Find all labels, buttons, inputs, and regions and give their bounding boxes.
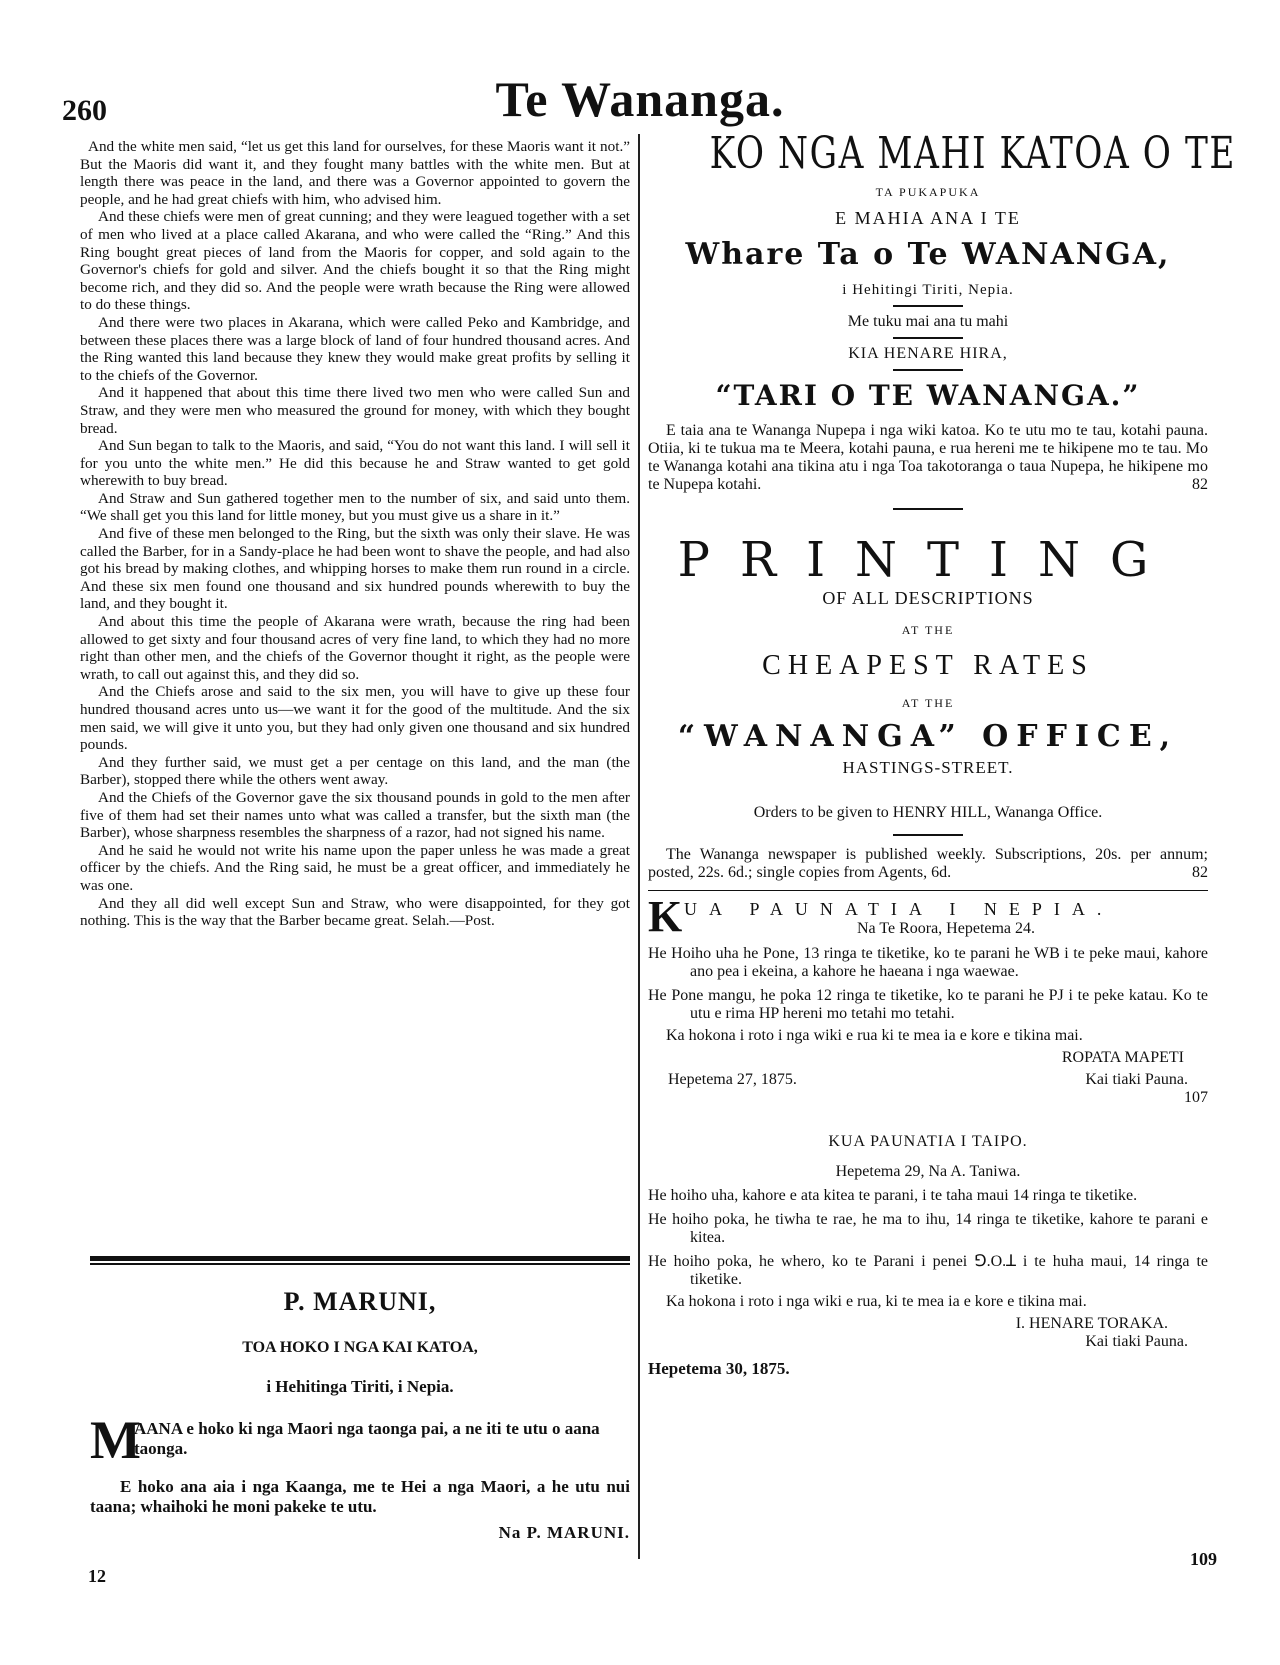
story-paragraph: And five of these men belonged to the Ring, but the sixth was only their slave. He was called the Barber, for in a Sandy-place he had been wont to shave the people, and had also got his bread by making clothes, and whipping horses to make them run round in a circle. And these six men found one thousand and six hundred pounds wherewith to buy the land, and they bought it. (80, 525, 630, 613)
maruni-dropcap: M (90, 1410, 141, 1470)
story-paragraph: And these chiefs were men of great cunning; and they were leagued together with a set of men who lived at a place called Akarana, and who were called the “Ring.” And this Ring bought great pieces of land from the Maoris for copper, and sold again to the Governor's chiefs for gold and silver. And the chiefs bought it so that the Ring might become rich, and they did so. And the people were wrath because the Ring were allowed to do these things. (80, 208, 630, 314)
notice-taipo-item: He hoiho poka, he tiwha te rae, he ma to ihu, 14 ringa te tiketike, kahore te parani e kitea. (648, 1211, 1208, 1246)
notice-nepia-dropcap: K (648, 892, 683, 941)
printing-orders: Orders to be given to HENRY HILL, Wananga Office. (753, 804, 1103, 821)
printing-ad-paragraph-number: 82 (1192, 476, 1208, 493)
notice-nepia-item: He Pone mangu, he poka 12 ringa te tiketike, ko te parani he PJ i te peke katau. Ko te utu e rima HP hereni mo tetahi mo tetahi. (648, 987, 1208, 1022)
notice-taipo-subtitle: Hepetema 29, Na A. Taniwa. (835, 1163, 1021, 1180)
notice-taipo-signer: I. HENARE TORAKA. (1015, 1315, 1168, 1332)
printing-at-the-1: AT THE (901, 623, 955, 637)
story-paragraph: And they further said, we must get a per centage on this land, and the man (the Barber), stopped there while the others went away. (80, 753, 630, 789)
printing-ad-paragraph: E taia ana te Wananga Nupepa i nga wiki katoa. Ko te utu mo te tau, kotahi pauna. Otiia, ki te tukua ma te Meera, kotahi pauna, e rua hereni me te hikipene mo te tau. Mo te Wananga kotahi ana tikina atu i nga Toa takotoranga o taua Nupepa, he hikipene mo te Nupepa kotahi. (648, 422, 1208, 493)
printing-ad-line1: TA PUKAPUKA (875, 185, 981, 199)
notice-nepia-role: Kai tiaki Pauna. (1085, 1071, 1188, 1088)
notice-nepia-header (648, 892, 1208, 941)
printing-ad-line5: Me tuku mai ana tu mahi (847, 313, 1009, 330)
footer-left-number: 12 (88, 1566, 106, 1586)
printing-at-the-2: AT THE (901, 696, 955, 710)
story-paragraph: And he said he would not write his name upon the paper unless he was made a great officer by the chiefs. And the Ring said, he must be a great officer, and immediately he was one. (80, 841, 630, 894)
story-paragraph: And there were two places in Akarana, which were called Peko and Kambridge, and between these places there was a large block of land of four hundred thousand acres. And the Ring wanted this land because they knew they would make great profits by selling it to the chiefs of the Governor. (80, 313, 630, 384)
story-paragraph: And they all did well except Sun and Straw, who were disappointed, for they got nothing. This is the way that the Barber became great. Selah.—Post. (80, 894, 630, 930)
page-number: 260 (62, 94, 107, 127)
printing-ad-line2: E MAHIA ANA I TE (835, 208, 1021, 228)
maruni-body: E hoko ana aia i nga Kaanga, me te Hei a nga Maori, a he utu nui taana; whaihoki he moni pakeke te utu. (90, 1477, 630, 1516)
notice-nepia-subtitle: Na Te Roora, Hepetema 24. (856, 920, 1036, 937)
notice-taipo-item: He hoiho poka, he whero, ko te Parani i penei ꓨ.O.ꓕ i te huha maui, 14 ringa te tiketike. (648, 1253, 1208, 1288)
story-paragraph: And Sun began to talk to the Maoris, and said, “You do not want this land. I will sell it for you unto the white men.” He did this because he and Straw wanted to get gold wherewith to buy bread. (80, 437, 630, 490)
notice-nepia-signer: ROPATA MAPETI (1061, 1049, 1184, 1066)
maruni-advertisement (90, 1275, 630, 1543)
maruni-subtitle: TOA HOKO I NGA KAI KATOA, (242, 1339, 478, 1356)
right-column (648, 128, 1237, 1379)
maruni-lead-text: AANA e hoko ki nga Maori nga taonga pai, a ne iti te utu o aana taonga. (134, 1419, 600, 1458)
subscription-paragraph: The Wananga newspaper is published weekly. Subscriptions, 20s. per annum; posted, 22s. 6d.; single copies from Agents, 6d. (648, 846, 1208, 881)
notice-taipo (648, 1133, 1208, 1379)
story-paragraph: And it happened that about this time there lived two men who were called Sun and Straw, and they were men who measured the ground for money, with which they bought bread. (80, 384, 630, 437)
printing-cheapest-rates: CHEAPEST RATES (762, 650, 1094, 681)
subscription-number: 82 (1192, 864, 1208, 881)
maruni-lead (90, 1410, 630, 1470)
printing-ad-line3: Whare Ta o Te WANANGA, (685, 237, 1171, 272)
story-paragraph: And the white men said, “let us get this land for ourselves, for these Maoris want it not.” But the Maoris did want it, and they fought many battles with the white men. But at length there was peace in the land, and there was a Governor appointed to govern the people, and he had great chiefs with him, who advised him. (80, 138, 630, 208)
story-paragraph: And about this time the people of Akarana were wrath, because the ring had been allowed to get sixty and four thousand acres of very fine land, to which they had no more right than other men, and the chiefs of the Governor thought it right, as the people were wrath, to call out against this, and they did so. (80, 613, 630, 683)
notice-taipo-title: KUA PAUNATIA I TAIPO. (828, 1133, 1028, 1150)
printing-heading: PRINTING (677, 532, 1179, 588)
story-paragraph: And the Chiefs arose and said to the six men, you will have to give up these four hundred thousand acres unto us—we want it for the good of the multitude. And the six men said, we will give it unto you, but they had only given one thousand and six hundred pounds. (80, 683, 630, 754)
maruni-name: P. MARUNI, (283, 1287, 437, 1316)
notice-taipo-item: Ka hokona i roto i nga wiki e rua, ki te mea ia e kore e tikina mai. (666, 1293, 1087, 1310)
short-rule (893, 337, 963, 339)
masthead-title: Te Wananga. (495, 71, 785, 127)
footer-right-number: 109 (1190, 1549, 1217, 1569)
notice-nepia-footer (648, 1071, 1208, 1089)
notice-nepia (648, 892, 1208, 1107)
story-paragraph: And the Chiefs of the Governor gave the six thousand pounds in gold to the men after five of them had set their names unto what was called a transfer, but the sixth man (the Barber), whose sharpness resembles the sharpness of a razor, had not signed his name. (80, 788, 630, 842)
maruni-location: i Hehitinga Tiriti, i Nepia. (266, 1377, 454, 1396)
short-rule (893, 369, 963, 371)
maruni-signature: Na P. MARUNI. (498, 1523, 630, 1542)
column-divider (638, 134, 640, 1559)
short-rule (893, 508, 963, 510)
short-rule (893, 834, 963, 836)
notice-taipo-role: Kai tiaki Pauna. (1085, 1333, 1188, 1350)
printing-ad-line6: KIA HENARE HIRA, (848, 345, 1008, 362)
story-paragraph: And Straw and Sun gathered together men to the number of six, and said unto them. “We shall get you this land for little money, but you must give us a share in it.” (80, 489, 630, 525)
thin-rule (648, 890, 1208, 891)
printing-descriptions: OF ALL DESCRIPTIONS (822, 588, 1034, 608)
notice-nepia-item: Ka hokona i roto i nga wiki e rua ki te mea ia e kore e tikina mai. (666, 1027, 1083, 1044)
printing-ad-heading: KO NGA MAHI KATOA O TE (709, 128, 1237, 179)
story-column (80, 138, 630, 930)
notice-nepia-number: 107 (1184, 1089, 1208, 1106)
notice-nepia-title: UA PAUNATIA I NEPIA. (684, 899, 1114, 919)
printing-ad-line4: i Hehitingi Tiriti, Nepia. (842, 282, 1014, 298)
printing-street: HASTINGS-STREET. (842, 758, 1014, 777)
notice-nepia-date: Hepetema 27, 1875. (668, 1071, 797, 1088)
notice-taipo-item: He hoiho uha, kahore e ata kitea te parani, i te taha maui 14 ringa te tiketike. (648, 1187, 1138, 1204)
notice-taipo-date: Hepetema 30, 1875. (648, 1359, 790, 1378)
notice-nepia-item: He Hoiho uha he Pone, 13 ringa te tiketike, ko te parani he WB i te peke maui, kahore ano pea i ekeina, a kahore he haeana i nga waewae. (648, 945, 1208, 980)
short-rule (893, 305, 963, 307)
printing-office: “WANANGA” OFFICE, (677, 719, 1179, 754)
printing-ad-line7: “TARI O TE WANANGA.” (715, 379, 1141, 412)
section-double-rule (90, 1256, 630, 1265)
